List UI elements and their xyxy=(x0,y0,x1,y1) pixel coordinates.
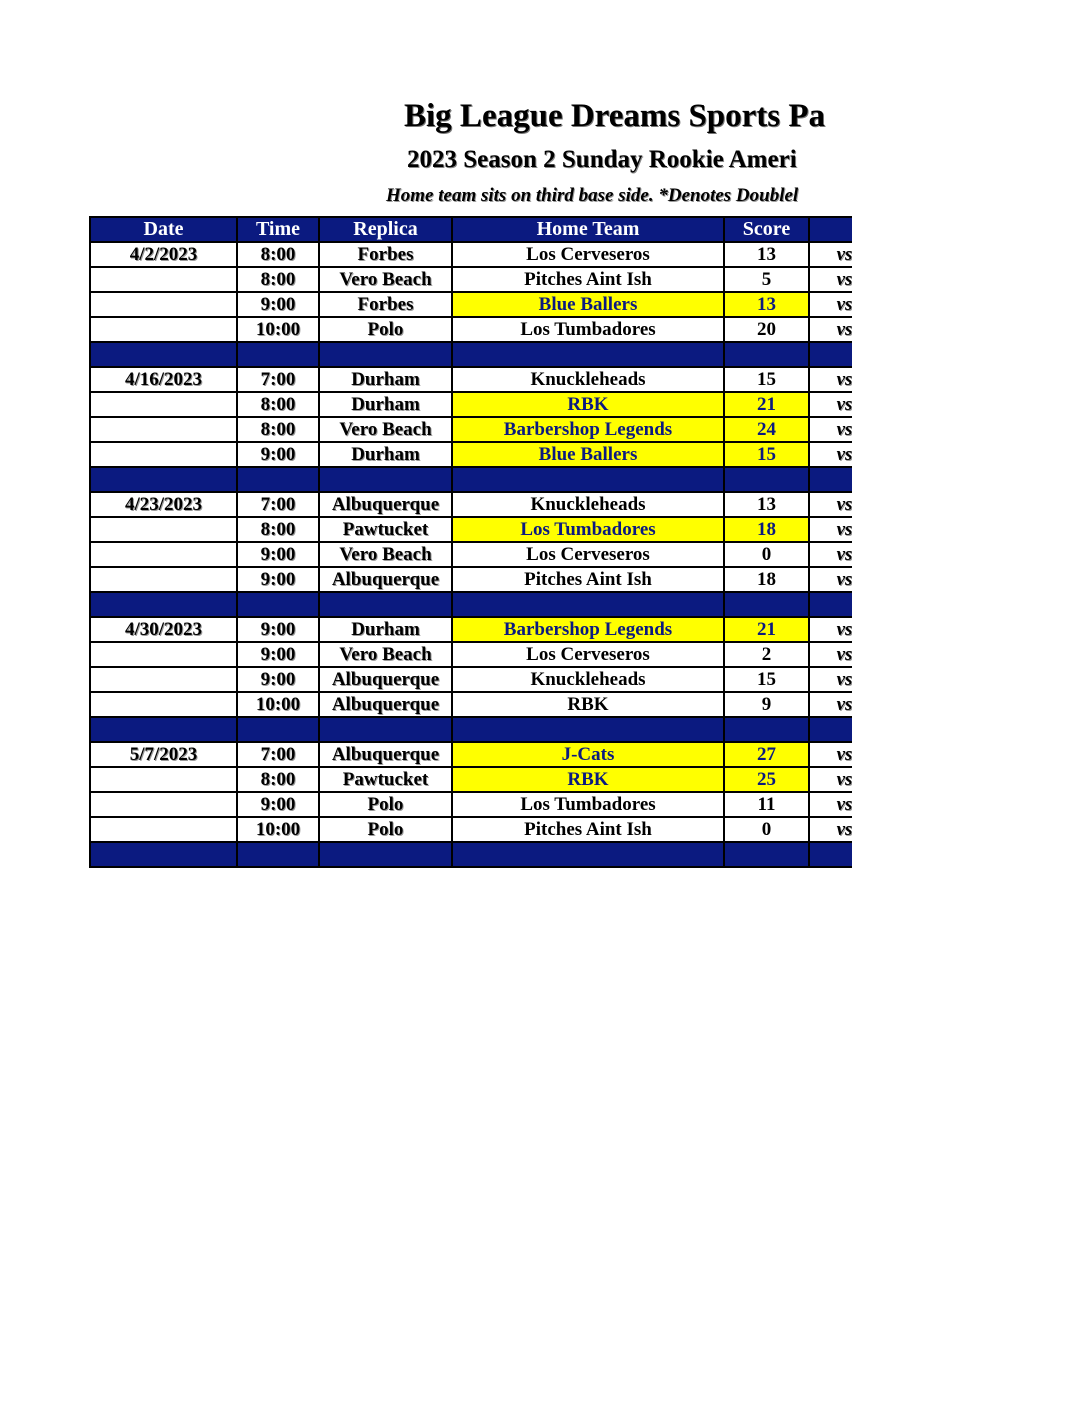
separator-cell xyxy=(319,592,452,617)
date-cell xyxy=(90,392,237,417)
vs-cell: vs xyxy=(809,267,852,292)
home-team-cell: Pitches Aint Ish xyxy=(452,817,724,842)
time-cell: 9:00 xyxy=(237,617,319,642)
date-cell: 4/30/2023 xyxy=(90,617,237,642)
separator-row xyxy=(90,467,852,492)
home-team-cell: Knuckleheads xyxy=(452,667,724,692)
vs-cell: vs xyxy=(809,517,852,542)
date-cell xyxy=(90,267,237,292)
separator-cell xyxy=(319,342,452,367)
date-cell xyxy=(90,817,237,842)
replica-cell: Pawtucket xyxy=(319,767,452,792)
home-team-cell: Knuckleheads xyxy=(452,367,724,392)
score-cell: 25 xyxy=(724,767,809,792)
date-cell: 4/16/2023 xyxy=(90,367,237,392)
home-team-cell: J-Cats xyxy=(452,742,724,767)
score-cell: 24 xyxy=(724,417,809,442)
vs-cell: vs xyxy=(809,667,852,692)
time-cell: 7:00 xyxy=(237,492,319,517)
date-cell xyxy=(90,317,237,342)
replica-cell: Vero Beach xyxy=(319,642,452,667)
date-cell xyxy=(90,692,237,717)
home-team-cell: RBK xyxy=(452,692,724,717)
vs-cell: vs xyxy=(809,242,852,267)
replica-cell: Polo xyxy=(319,817,452,842)
vs-cell: vs xyxy=(809,392,852,417)
date-cell xyxy=(90,517,237,542)
date-cell xyxy=(90,792,237,817)
vs-cell: vs xyxy=(809,367,852,392)
vs-cell: vs xyxy=(809,642,852,667)
separator-cell xyxy=(452,342,724,367)
date-cell xyxy=(90,542,237,567)
separator-cell xyxy=(90,467,237,492)
score-cell: 27 xyxy=(724,742,809,767)
header-home-team: Home Team xyxy=(452,217,724,242)
replica-cell: Forbes xyxy=(319,242,452,267)
score-cell: 0 xyxy=(724,542,809,567)
vs-cell: vs xyxy=(809,442,852,467)
separator-cell xyxy=(237,342,319,367)
time-cell: 8:00 xyxy=(237,517,319,542)
replica-cell: Albuquerque xyxy=(319,692,452,717)
score-cell: 21 xyxy=(724,617,809,642)
score-cell: 11 xyxy=(724,792,809,817)
table-row xyxy=(90,692,852,717)
home-team-cell: Los Tumbadores xyxy=(452,792,724,817)
score-cell: 9 xyxy=(724,692,809,717)
table-row xyxy=(90,317,852,342)
schedule-table xyxy=(89,216,852,868)
table-row xyxy=(90,617,852,642)
time-cell: 9:00 xyxy=(237,292,319,317)
time-cell: 9:00 xyxy=(237,667,319,692)
separator-cell xyxy=(319,467,452,492)
score-cell: 21 xyxy=(724,392,809,417)
table-row xyxy=(90,542,852,567)
separator-cell xyxy=(237,467,319,492)
time-cell: 7:00 xyxy=(237,367,319,392)
score-cell: 18 xyxy=(724,567,809,592)
separator-cell xyxy=(724,592,809,617)
separator-cell xyxy=(724,717,809,742)
time-cell: 10:00 xyxy=(237,692,319,717)
table-row xyxy=(90,267,852,292)
time-cell: 8:00 xyxy=(237,767,319,792)
date-cell xyxy=(90,767,237,792)
replica-cell: Polo xyxy=(319,792,452,817)
table-row xyxy=(90,517,852,542)
separator-cell xyxy=(237,717,319,742)
table-row xyxy=(90,817,852,842)
time-cell: 8:00 xyxy=(237,417,319,442)
score-cell: 15 xyxy=(724,367,809,392)
home-team-cell: Pitches Aint Ish xyxy=(452,267,724,292)
home-team-cell: Los Cerveseros xyxy=(452,242,724,267)
score-cell: 18 xyxy=(724,517,809,542)
vs-cell: vs xyxy=(809,617,852,642)
vs-cell: vs xyxy=(809,542,852,567)
separator-cell xyxy=(809,467,852,492)
replica-cell: Forbes xyxy=(319,292,452,317)
vs-cell: vs xyxy=(809,417,852,442)
separator-cell xyxy=(237,592,319,617)
time-cell: 7:00 xyxy=(237,742,319,767)
replica-cell: Durham xyxy=(319,392,452,417)
page-title: Big League Dreams Sports Pa xyxy=(404,98,826,134)
date-cell: 4/23/2023 xyxy=(90,492,237,517)
time-cell: 9:00 xyxy=(237,792,319,817)
vs-cell: vs xyxy=(809,692,852,717)
home-team-cell: Los Cerveseros xyxy=(452,542,724,567)
table-row xyxy=(90,242,852,267)
date-cell: 4/2/2023 xyxy=(90,242,237,267)
separator-row xyxy=(90,592,852,617)
table-row xyxy=(90,492,852,517)
separator-cell xyxy=(809,592,852,617)
time-cell: 8:00 xyxy=(237,267,319,292)
vs-cell: vs xyxy=(809,817,852,842)
home-team-cell: Blue Ballers xyxy=(452,442,724,467)
date-cell xyxy=(90,667,237,692)
separator-cell xyxy=(452,592,724,617)
separator-row xyxy=(90,717,852,742)
separator-cell xyxy=(237,842,319,867)
table-row xyxy=(90,567,852,592)
table-row xyxy=(90,367,852,392)
date-cell xyxy=(90,292,237,317)
separator-row xyxy=(90,342,852,367)
time-cell: 8:00 xyxy=(237,242,319,267)
date-cell: 5/7/2023 xyxy=(90,742,237,767)
home-team-cell: Blue Ballers xyxy=(452,292,724,317)
separator-cell xyxy=(90,717,237,742)
separator-cell xyxy=(809,842,852,867)
time-cell: 9:00 xyxy=(237,542,319,567)
vs-cell: vs xyxy=(809,792,852,817)
table-row xyxy=(90,767,852,792)
header-vs xyxy=(809,217,852,242)
replica-cell: Albuquerque xyxy=(319,742,452,767)
table-row xyxy=(90,417,852,442)
separator-cell xyxy=(452,467,724,492)
home-team-note: Home team sits on third base side. *Denotes Doublel xyxy=(386,185,799,206)
home-team-cell: Los Tumbadores xyxy=(452,317,724,342)
table-row xyxy=(90,742,852,767)
separator-cell xyxy=(319,717,452,742)
home-team-cell: Los Tumbadores xyxy=(452,517,724,542)
home-team-cell: RBK xyxy=(452,767,724,792)
score-cell: 13 xyxy=(724,492,809,517)
separator-cell xyxy=(319,842,452,867)
header-date: Date xyxy=(90,217,237,242)
table-row xyxy=(90,642,852,667)
vs-cell: vs xyxy=(809,742,852,767)
separator-cell xyxy=(90,342,237,367)
table-row xyxy=(90,667,852,692)
vs-cell: vs xyxy=(809,317,852,342)
page-subtitle: 2023 Season 2 Sunday Rookie Ameri xyxy=(407,146,797,173)
vs-cell: vs xyxy=(809,767,852,792)
replica-cell: Pawtucket xyxy=(319,517,452,542)
header-replica: Replica xyxy=(319,217,452,242)
time-cell: 8:00 xyxy=(237,392,319,417)
replica-cell: Vero Beach xyxy=(319,267,452,292)
replica-cell: Polo xyxy=(319,317,452,342)
table-row xyxy=(90,292,852,317)
home-team-cell: Pitches Aint Ish xyxy=(452,567,724,592)
schedule-body xyxy=(90,242,852,867)
separator-row xyxy=(90,842,852,867)
replica-cell: Albuquerque xyxy=(319,567,452,592)
replica-cell: Durham xyxy=(319,617,452,642)
table-row xyxy=(90,792,852,817)
score-cell: 13 xyxy=(724,292,809,317)
score-cell: 15 xyxy=(724,442,809,467)
replica-cell: Albuquerque xyxy=(319,667,452,692)
replica-cell: Vero Beach xyxy=(319,417,452,442)
vs-cell: vs xyxy=(809,292,852,317)
time-cell: 9:00 xyxy=(237,442,319,467)
home-team-cell: Barbershop Legends xyxy=(452,617,724,642)
time-cell: 9:00 xyxy=(237,567,319,592)
separator-cell xyxy=(724,467,809,492)
date-cell xyxy=(90,567,237,592)
separator-cell xyxy=(724,342,809,367)
vs-cell: vs xyxy=(809,567,852,592)
score-cell: 2 xyxy=(724,642,809,667)
separator-cell xyxy=(724,842,809,867)
home-team-cell: RBK xyxy=(452,392,724,417)
header-time: Time xyxy=(237,217,319,242)
replica-cell: Albuquerque xyxy=(319,492,452,517)
time-cell: 10:00 xyxy=(237,817,319,842)
date-cell xyxy=(90,417,237,442)
replica-cell: Durham xyxy=(319,442,452,467)
home-team-cell: Barbershop Legends xyxy=(452,417,724,442)
home-team-cell: Los Cerveseros xyxy=(452,642,724,667)
separator-cell xyxy=(90,592,237,617)
score-cell: 13 xyxy=(724,242,809,267)
time-cell: 10:00 xyxy=(237,317,319,342)
header-row xyxy=(90,217,852,242)
score-cell: 15 xyxy=(724,667,809,692)
home-team-cell: Knuckleheads xyxy=(452,492,724,517)
vs-cell: vs xyxy=(809,492,852,517)
separator-cell xyxy=(452,717,724,742)
date-cell xyxy=(90,442,237,467)
score-cell: 5 xyxy=(724,267,809,292)
separator-cell xyxy=(809,717,852,742)
table-row xyxy=(90,392,852,417)
score-cell: 0 xyxy=(724,817,809,842)
header-score: Score xyxy=(724,217,809,242)
replica-cell: Vero Beach xyxy=(319,542,452,567)
separator-cell xyxy=(452,842,724,867)
score-cell: 20 xyxy=(724,317,809,342)
time-cell: 9:00 xyxy=(237,642,319,667)
date-cell xyxy=(90,642,237,667)
table-row xyxy=(90,442,852,467)
replica-cell: Durham xyxy=(319,367,452,392)
separator-cell xyxy=(90,842,237,867)
separator-cell xyxy=(809,342,852,367)
